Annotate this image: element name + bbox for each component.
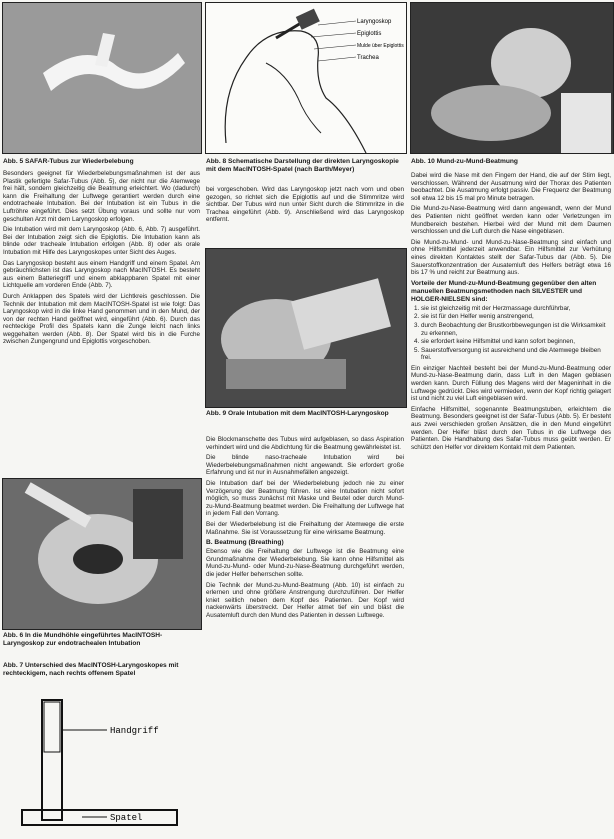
laryngoscope-diagram (2, 690, 200, 835)
col3-paragraph: Die Mund-zu-Nase-Beatmung wird dann angewandt, wenn der Mund des Patienten nicht geöffnet werden kann oder Verletzungen im Mundbereich bestehen. Hierbei wird der Mund mit dem Daumen verschlossen und die Luft durch die Nase eingeblasen. (411, 205, 611, 236)
fig5-caption: Abb. 5 SAFAR-Tubus zur Wiederbelebung (3, 158, 134, 165)
fig6-caption: Abb. 6 In die Mundhöhle eingeführtes MacINTOSH-Laryngoskop zur endotrachealen Intubation (3, 632, 163, 647)
col3-paragraph: Ein einziger Nachteil besteht bei der Mund-zu-Mund-Beatmung oder Mund-zu-Nase-Beatmung darin, dass Luft in den Magen geblasen werden kann. Durch Füllung des Magens wird der Mageninhalt in die Luftwege gedrückt. Dies wird vermieden, wenn der Kopf richtig gelagert ist und nicht zu viel Luft eingeblasen wird. (411, 364, 611, 403)
laryngoscope-mouth-photo (2, 478, 202, 630)
label-epiglottis: Epiglottis (357, 31, 382, 37)
col2-paragraph: Die Blockmanschette des Tubus wird aufgeblasen, so dass Aspiration verhindert wird und die Abdichtung für die Beatmung gewährleistet ist. (206, 436, 404, 451)
advantages-heading: Vorteile der Mund-zu-Mund-Beatmung gegenüber den alten manuellen Beatmungsmethoden nach SILVESTER und HOLGER-NIELSEN sind: (411, 279, 597, 303)
col2-paragraph: Bei der Wiederbelebung ist die Freihaltung der Atemwege die erste Maßnahme. Sie ist Voraussetzung für eine wirksame Beatmung. (206, 520, 404, 536)
col2-text (206, 436, 404, 622)
fig9-caption: Abb. 9 Orale Intubation mit dem MacINTOSH-Laryngoskop (206, 410, 389, 417)
col3-paragraph: Dabei wird die Nase mit den Fingern der Hand, die auf der Stirn liegt, verschlossen. Während der Ausatmung wird der Thorax des Patienten beobachtet. Die Ausatmung erfolgt passiv. Die Frequenz der Beatmung soll etwa 12 bis 15 mal pro Minute betragen. (411, 172, 611, 202)
label-mulde: Mulde über Epiglottis (357, 43, 404, 49)
col2-paragraph: Ebenso wie die Freihaltung der Luftwege ist die Beatmung eine Grundmaßnahme der Wiederbelebung. Sie kann ohne Hilfsmittel als Mund-zu-Mund- oder Mund-zu-Nase-Beatmung durchgeführt werden, die jeder Helfer beherrschen sollte. (206, 548, 404, 578)
safar-tubus-illustration (3, 3, 201, 153)
list-item: 3. durch Beobachtung der Brustkorbbewegungen ist die Wirksamkeit zu erkennen, (421, 322, 611, 337)
handgriff-label: Handgriff (110, 726, 159, 736)
oral-intubation-illustration (206, 249, 406, 407)
col2-paragraph: Die Intubation darf bei der Wiederbelebung jedoch nie zu einer Verzögerung der Beatmung führen. Ist eine Intubation nicht sofort möglich, so muss zunächst mit Maske und Beutel oder durch Mund-zu-Mund-Beatmung beatmet werden. Die Freihaltung der Luftwege hat in jedem Fall den Vorrang. (206, 479, 404, 518)
spatel-label: Spatel (110, 813, 143, 823)
fig7-caption: Abb. 7 Unterschied des MacINTOSH-Laryngoskopes mit rechteckigem, nach rechts offenem Spatel (3, 662, 179, 677)
head-profile-illustration (206, 3, 406, 153)
laryngoscopy-schematic (205, 2, 407, 154)
col2-paragraph: Die blinde naso-tracheale Intubation wird bei Wiederbelebungsmaßnahmen nicht angewandt. Sie erfordert große Erfahrung und ist nur in Ausnahmefällen angezeigt. (206, 454, 404, 477)
fig10-caption: Abb. 10 Mund-zu-Mund-Beatmung (411, 158, 518, 165)
mouth-to-mouth-illustration (411, 3, 613, 153)
advantages-list (411, 305, 611, 362)
col3-text (411, 172, 611, 454)
intubation-photo-illustration (3, 479, 201, 629)
col3-paragraph: Einfache Hilfsmittel, sogenannte Beatmungstuben, erleichtern die Beatmung. Besonders geeignet ist der Safar-Tubus (Abb. 5). Er besteht aus zwei verschieden großen Ansätzen, die in den Mund eingeführt werden. Der Helfer bläst durch den Tubus in die Luftwege des Patienten. Die Handhabung des Safar-Tubus muss geübt werden. Er schützt den Helfer vor direktem Kontakt mit dem Patienten. (411, 405, 611, 451)
col1-paragraph: Besonders geeignet für Wiederbelebungsmaßnahmen ist der aus Plastik gefertigte Safar-Tubus (Abb. 5), der nicht nur die Atemwege frei hält, sondern gleichzeitig die Beatmung erleichtert. Wo (dadurch) kann die Freihaltung der Luftwege gerantiert werden durch eine endotracheale Intubation. Bei der Intubation ist ein Tubus in die Luftröhre eingeführt. Dies setzt Übung voraus und sollte nur vom geschulten Arzt mit dem Laryngoskop erfolgen. (3, 170, 200, 223)
list-item: 1. sie ist gleichzeitig mit der Herzmassage durchführbar, (421, 305, 611, 313)
mouth-to-mouth-photo (410, 2, 614, 154)
oral-intubation-photo (205, 248, 407, 408)
col3-paragraph: Die Mund-zu-Mund- und Mund-zu-Nase-Beatmung sind einfach und ohne Hilfsmittel jederzeit anwendbar. Ein Hilfsmittel zur Verhütung eines direkten Kontaktes stellt der Safar-Tubus dar (Abb. 5). Die Sauerstoffkonzentration der Ausatemluft des Helfers beträgt etwa 16 bis 17 % und reicht zur Beatmung aus. (411, 238, 611, 277)
list-item: 5. Sauerstoffversorgung ist ausreichend und die Atemwege bleiben frei. (421, 347, 611, 362)
col2-paragraph: Die Technik der Mund-zu-Mund-Beatmung (Abb. 10) ist einfach zu erlernen und ohne größere Anstrengung durchzuführen. Der Helfer kniet seitlich neben dem Kopf des Patienten. Der Kopf wird nackenwärts überstreckt. Der Helfer atmet tief ein und bläst die Ausatemluft durch den Mund des Patienten in dessen Luftwege. (206, 581, 404, 619)
col1-paragraph: Das Laryngoskop besteht aus einem Handgriff und einem Spatel. Am gebräuchlichsten ist das Laryngoskop nach MacINTOSH. Es besteht aus einem Batteriegriff und einem abklappbaren Spatel mit einer Lichtquelle am vorderen Ende (Abb. 7). (3, 259, 200, 290)
col1-text (3, 170, 200, 349)
label-trachea: Trachea (357, 55, 379, 61)
fig8-caption: Abb. 8 Schematische Darstellung der direkten Laryngoskopie mit dem MacINTOSH-Spatel (nach Barth/Meyer) (206, 158, 399, 173)
safar-tubus-photo (2, 2, 202, 154)
label-laryngoskop: Laryngoskop (357, 19, 392, 25)
list-item: 2. sie ist für den Helfer wenig anstrengend, (421, 313, 611, 321)
list-item: 4. sie erfordert keine Hilfsmittel und kann sofort beginnen, (421, 338, 611, 346)
col1-paragraph: Durch Anklappen des Spatels wird der Lichtkreis geschlossen. Die Technik der Intubation mit dem MacINTOSH-Spatel ist wie folgt: Das Laryngoskop wird in die linke Hand genommen und in den Mund, der von der rechten Hand geöffnet wird, eingeführt (Abb. 6). Durch das rechteckige Profil des Spatels kann die Zunge leicht nach links weggehalten werden (Abb. 8). Der Spatel wird bis in die Furche zwischen Zungengrund und Epiglottis vorgeschoben. (3, 292, 200, 346)
section-heading-beatmung: B. Beatmung (Breathing) (206, 539, 284, 547)
col1-paragraph: Die Intubation wird mit dem Laryngoskop (Abb. 6, Abb. 7) ausgeführt. Bei der Intubation zeigt sich die Epiglottis. Die Intubation kann als blinde oder tracheale Intubation erfolgen (Abb. 8) oder als orale Intubation mit Hilfe des Laryngoskopes unter Sicht des Auges. (3, 226, 200, 256)
col2-paragraph: bei vorgeschoben. Wird das Laryngoskop jetzt nach vorn und oben gezogen, so richtet sich die Epiglottis auf und die Stimmritze wird sichtbar. Der Tubus wird nun unter Sicht durch die Stimmritze in die Trachea eingeführt (Abb. 9). Anschließend wird das Laryngoskop entfernt. (206, 186, 404, 224)
col2-top-text (206, 186, 404, 227)
